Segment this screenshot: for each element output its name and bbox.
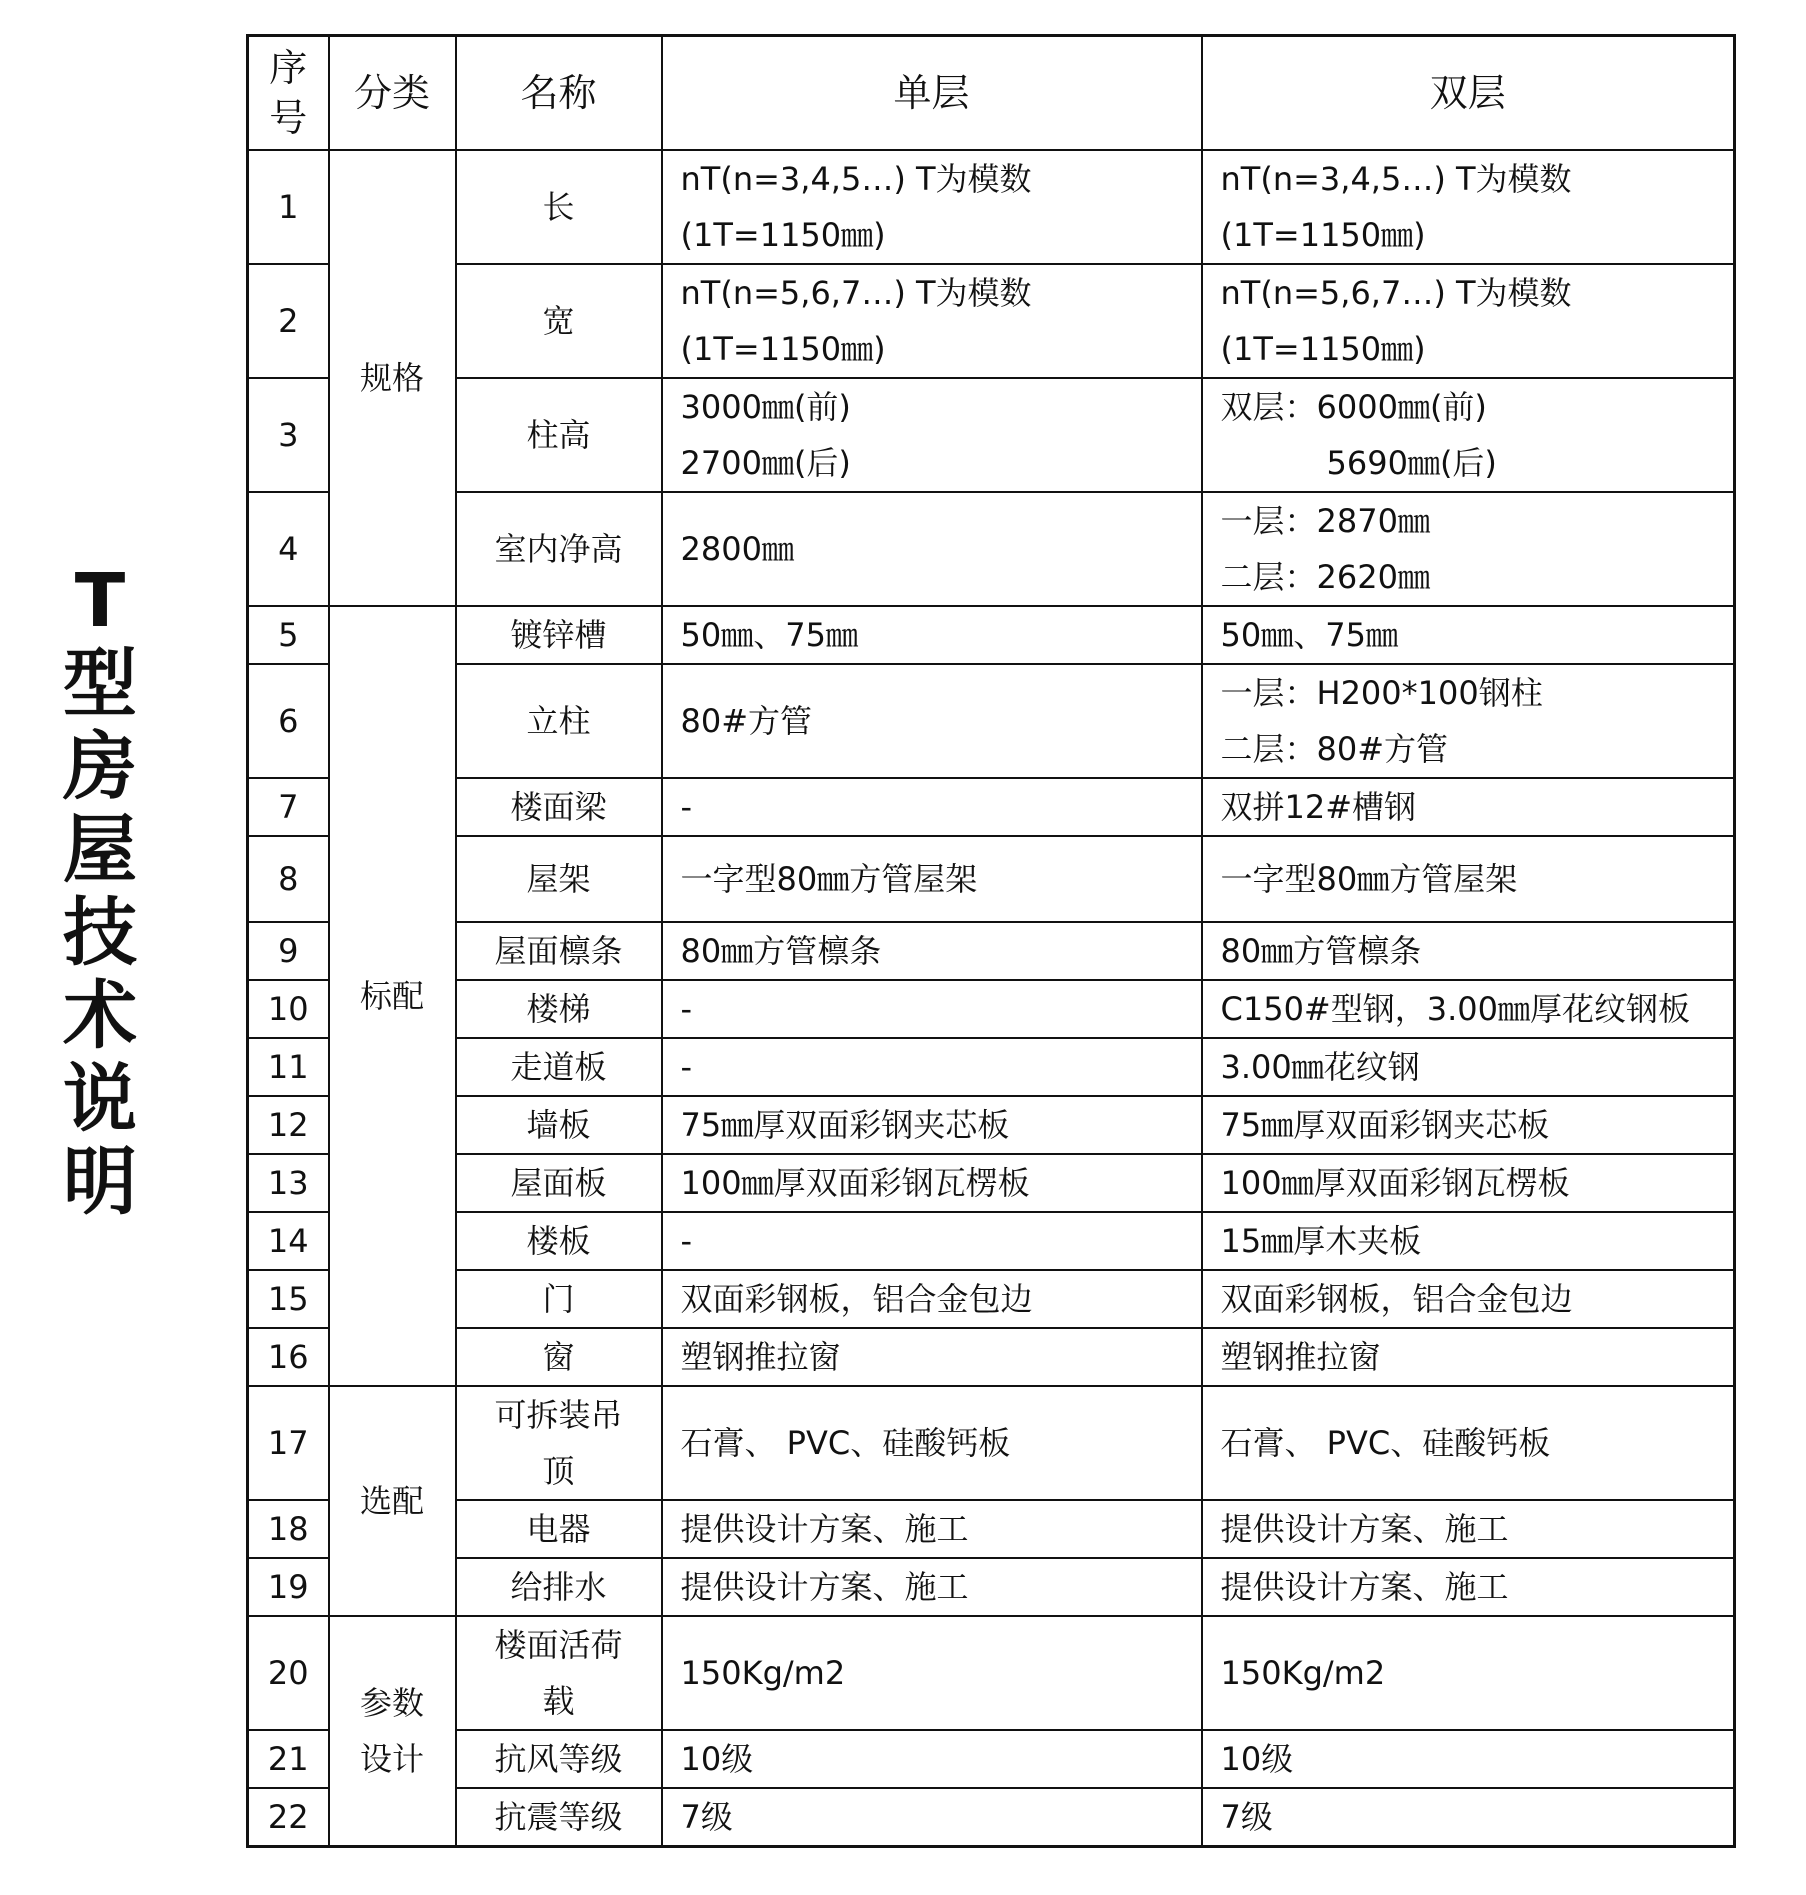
item-name: 楼板: [456, 1212, 662, 1270]
cell-line: -: [680, 990, 693, 1028]
row-number: 9: [248, 922, 329, 980]
row-number: 21: [248, 1730, 329, 1788]
item-name: 柱高: [456, 378, 662, 492]
table-row: [248, 1788, 1735, 1847]
single-value: [662, 606, 1202, 664]
cell-line: 参数: [359, 1684, 424, 1722]
cell-line: 双层：6000㎜(前): [1220, 388, 1487, 426]
cell-line: 一层：H200*100钢柱: [1220, 674, 1543, 712]
row-number: 6: [248, 664, 329, 778]
single-value: [662, 1270, 1202, 1328]
item-name: 抗震等级: [456, 1788, 662, 1847]
cell-line: 顶: [542, 1452, 575, 1490]
single-value: [662, 378, 1202, 492]
header-category: 分类: [329, 36, 456, 151]
cell-line: -: [680, 788, 693, 826]
table-row: [248, 1038, 1735, 1096]
cell-line: -: [680, 1222, 693, 1260]
title-char: 房: [63, 724, 137, 810]
spec-table: [246, 34, 1736, 1848]
cell-line: C150#型钢，3.00㎜厚花纹钢板: [1220, 990, 1690, 1028]
row-number: 17: [248, 1386, 329, 1500]
cell-line: 楼面活荷: [494, 1626, 623, 1664]
double-value: [1202, 980, 1735, 1038]
item-name: 门: [456, 1270, 662, 1328]
cell-line: 塑钢推拉窗: [680, 1338, 841, 1376]
double-value: [1202, 378, 1735, 492]
item-name: 立柱: [456, 664, 662, 778]
single-value: [662, 836, 1202, 922]
row-number: 11: [248, 1038, 329, 1096]
row-number: 22: [248, 1788, 329, 1847]
table-row: [248, 1328, 1735, 1386]
single-value: [662, 1730, 1202, 1788]
row-number: 2: [248, 264, 329, 378]
category-cell: 选配: [329, 1386, 456, 1616]
header-double: 双层: [1202, 36, 1735, 151]
row-number: 1: [248, 150, 329, 264]
item-name: 镀锌槽: [456, 606, 662, 664]
cell-line: nT(n=3,4,5…) T为模数: [1220, 160, 1572, 198]
single-value: [662, 1788, 1202, 1847]
cell-line: (1T=1150㎜): [1220, 216, 1426, 254]
single-value: [662, 1386, 1202, 1500]
header-no: [248, 36, 329, 151]
title-char: 屋: [63, 807, 137, 893]
cell-line: 75㎜厚双面彩钢夹芯板: [1220, 1106, 1550, 1144]
category-cell: [329, 1616, 456, 1847]
item-name: 走道板: [456, 1038, 662, 1096]
cell-line: 提供设计方案、施工: [1220, 1510, 1509, 1548]
cell-line: 15㎜厚木夹板: [1220, 1222, 1422, 1260]
single-value: [662, 1096, 1202, 1154]
table-row: [248, 1730, 1735, 1788]
double-value: [1202, 606, 1735, 664]
double-value: [1202, 1386, 1735, 1500]
row-number: 16: [248, 1328, 329, 1386]
single-value: [662, 1038, 1202, 1096]
cell-line: 一字型80㎜方管屋架: [1220, 860, 1518, 898]
double-value: [1202, 150, 1735, 264]
double-value: [1202, 1558, 1735, 1616]
table-row: [248, 1096, 1735, 1154]
title-char: 明: [63, 1139, 137, 1225]
category-cell: 标配: [329, 606, 456, 1386]
cell-line: 双面彩钢板，铝合金包边: [1220, 1280, 1573, 1318]
cell-line: 双面彩钢板，铝合金包边: [680, 1280, 1033, 1318]
cell-line: 提供设计方案、施工: [680, 1510, 969, 1548]
item-name: 电器: [456, 1500, 662, 1558]
double-value: [1202, 1616, 1735, 1730]
cell-line: 二层：2620㎜: [1220, 558, 1430, 596]
single-value: [662, 1154, 1202, 1212]
double-value: [1202, 1212, 1735, 1270]
cell-line: 2700㎜(后): [680, 444, 851, 482]
table-row: [248, 606, 1735, 664]
cell-line: 一字型80㎜方管屋架: [680, 860, 978, 898]
single-value: [662, 1616, 1202, 1730]
table-row: [248, 1500, 1735, 1558]
table-row: [248, 1558, 1735, 1616]
table-row: [248, 1616, 1735, 1730]
cell-line: 塑钢推拉窗: [1220, 1338, 1381, 1376]
table-row: [248, 778, 1735, 836]
cell-line: 75㎜厚双面彩钢夹芯板: [680, 1106, 1010, 1144]
table-row: [248, 980, 1735, 1038]
title-char: T: [74, 558, 126, 644]
cell-line: 二层：80#方管: [1220, 730, 1449, 768]
table-row: [248, 836, 1735, 922]
table-row: [248, 922, 1735, 980]
row-number: 8: [248, 836, 329, 922]
double-value: [1202, 836, 1735, 922]
double-value: [1202, 1788, 1735, 1847]
cell-line: 50㎜、75㎜: [1220, 616, 1398, 654]
cell-line: 10级: [680, 1740, 754, 1778]
table-row: [248, 1386, 1735, 1500]
cell-line: 2800㎜: [680, 530, 794, 568]
cell-line: 石膏、 PVC、硅酸钙板: [1220, 1424, 1551, 1462]
table-row: [248, 150, 1735, 264]
cell-line: -: [680, 1048, 693, 1086]
cell-line: 150Kg/m2: [680, 1654, 846, 1692]
row-number: 4: [248, 492, 329, 606]
table-row: [248, 492, 1735, 606]
cell-line: 双拼12#槽钢: [1220, 788, 1417, 826]
row-number: 19: [248, 1558, 329, 1616]
table-row: [248, 1270, 1735, 1328]
header-no-line: 序: [269, 46, 308, 90]
single-value: [662, 664, 1202, 778]
row-number: 7: [248, 778, 329, 836]
single-value: [662, 980, 1202, 1038]
item-name: 屋面板: [456, 1154, 662, 1212]
cell-line: 80㎜方管檩条: [680, 932, 882, 970]
cell-line: 80㎜方管檩条: [1220, 932, 1422, 970]
single-value: [662, 492, 1202, 606]
item-name: 墙板: [456, 1096, 662, 1154]
double-value: [1202, 922, 1735, 980]
cell-line: 设计: [359, 1740, 424, 1778]
cell-line: 50㎜、75㎜: [680, 616, 858, 654]
cell-line: 载: [542, 1682, 575, 1720]
double-value: [1202, 1270, 1735, 1328]
single-value: [662, 1558, 1202, 1616]
table-row: [248, 664, 1735, 778]
cell-line: 提供设计方案、施工: [1220, 1568, 1509, 1606]
double-value: [1202, 1500, 1735, 1558]
row-number: 20: [248, 1616, 329, 1730]
cell-line: 7级: [1220, 1798, 1273, 1836]
row-number: 10: [248, 980, 329, 1038]
row-number: 15: [248, 1270, 329, 1328]
single-value: [662, 150, 1202, 264]
cell-line: 提供设计方案、施工: [680, 1568, 969, 1606]
item-name: 抗风等级: [456, 1730, 662, 1788]
cell-line: 石膏、 PVC、硅酸钙板: [680, 1424, 1011, 1462]
cell-line: 一层：2870㎜: [1220, 502, 1430, 540]
row-number: 13: [248, 1154, 329, 1212]
double-value: [1202, 1096, 1735, 1154]
table-row: [248, 264, 1735, 378]
item-name: 屋架: [456, 836, 662, 922]
item-name: [456, 1386, 662, 1500]
item-name: 屋面檩条: [456, 922, 662, 980]
cell-line: 10级: [1220, 1740, 1294, 1778]
row-number: 14: [248, 1212, 329, 1270]
single-value: [662, 1328, 1202, 1386]
row-number: 18: [248, 1500, 329, 1558]
single-value: [662, 922, 1202, 980]
row-number: 5: [248, 606, 329, 664]
double-value: [1202, 1730, 1735, 1788]
single-value: [662, 264, 1202, 378]
double-value: [1202, 264, 1735, 378]
item-name: 给排水: [456, 1558, 662, 1616]
title-char: 技: [63, 890, 137, 976]
item-name: [456, 1616, 662, 1730]
cell-line: nT(n=3,4,5…) T为模数: [680, 160, 1032, 198]
cell-line: (1T=1150㎜): [680, 330, 886, 368]
header-row: [248, 36, 1735, 151]
cell-line: 80#方管: [680, 702, 813, 740]
item-name: 楼面梁: [456, 778, 662, 836]
single-value: [662, 1500, 1202, 1558]
cell-line: 可拆装吊: [494, 1396, 623, 1434]
cell-line: (1T=1150㎜): [680, 216, 886, 254]
title-char: 术: [63, 973, 137, 1059]
item-name: 长: [456, 150, 662, 264]
item-name: 窗: [456, 1328, 662, 1386]
single-value: [662, 1212, 1202, 1270]
cell-line: nT(n=5,6,7…) T为模数: [680, 274, 1032, 312]
double-value: [1202, 778, 1735, 836]
cell-line: 3.00㎜花纹钢: [1220, 1048, 1420, 1086]
double-value: [1202, 1154, 1735, 1212]
single-value: [662, 778, 1202, 836]
cell-line: 7级: [680, 1798, 733, 1836]
cell-line: 100㎜厚双面彩钢瓦楞板: [1220, 1164, 1570, 1202]
cell-line: 3000㎜(前): [680, 388, 851, 426]
double-value: [1202, 1328, 1735, 1386]
table-row: [248, 1154, 1735, 1212]
double-value: [1202, 664, 1735, 778]
title-char: 说: [63, 1056, 137, 1142]
item-name: 室内净高: [456, 492, 662, 606]
cell-line: nT(n=5,6,7…) T为模数: [1220, 274, 1572, 312]
cell-line: (1T=1150㎜): [1220, 330, 1426, 368]
item-name: 楼梯: [456, 980, 662, 1038]
header-no-line: 号: [269, 96, 308, 140]
row-number: 12: [248, 1096, 329, 1154]
table-row: [248, 378, 1735, 492]
cell-line: 150Kg/m2: [1220, 1654, 1386, 1692]
document-title: [55, 560, 145, 1224]
item-name: 宽: [456, 264, 662, 378]
double-value: [1202, 492, 1735, 606]
row-number: 3: [248, 378, 329, 492]
header-single: 单层: [662, 36, 1202, 151]
category-cell: 规格: [329, 150, 456, 606]
double-value: [1202, 1038, 1735, 1096]
title-char: 型: [63, 641, 137, 727]
table-row: [248, 1212, 1735, 1270]
cell-line: 100㎜厚双面彩钢瓦楞板: [680, 1164, 1030, 1202]
cell-line: 5690㎜(后): [1326, 444, 1497, 482]
header-name: 名称: [456, 36, 662, 151]
